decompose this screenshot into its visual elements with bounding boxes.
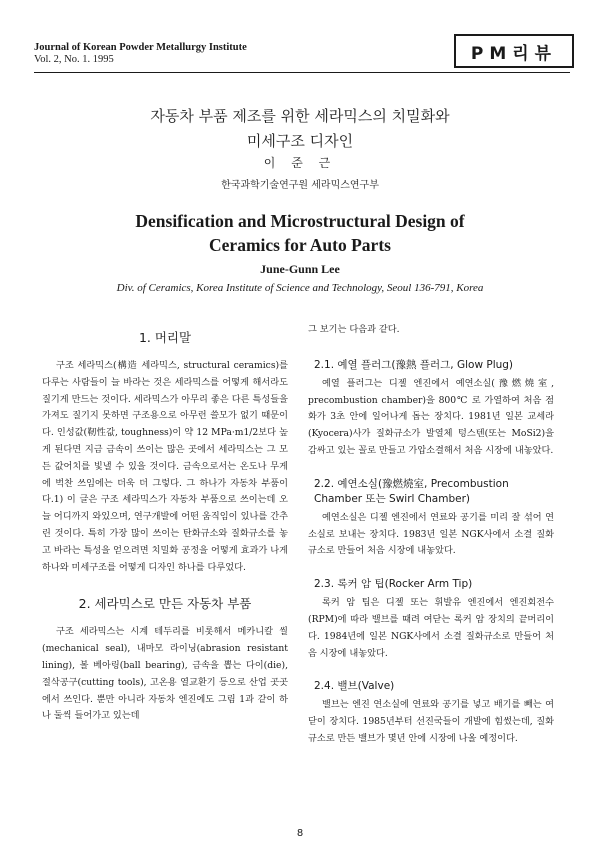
left-column bbox=[42, 322, 288, 725]
english-title-line1: Densification and Microstructural Design of bbox=[135, 211, 465, 231]
journal-name: Journal of Korean Powder Metallurgy Institute bbox=[34, 42, 247, 53]
subsection-2-2-paragraph: 예연소실은 디젤 엔진에서 연료와 공기를 미리 잘 섞어 연소실로 보내는 장치다. 1983년 일본 NGK사에서 소결 질화규소로 만들어 처음 시장에 내놓았다. bbox=[308, 511, 554, 557]
subsection-2-2-heading: 2.2. 예연소실(豫燃燒室, Precombustion Chamber 또는 Swirl Chamber) bbox=[314, 477, 509, 505]
right-column bbox=[308, 322, 554, 748]
korean-title-line1: 자동차 부품 제조를 위한 세라믹스의 치밀화와 bbox=[150, 107, 450, 125]
subsection-2-4-heading: 2.4. 밸브(Valve) bbox=[314, 680, 395, 693]
english-author: June-Gunn Lee bbox=[260, 262, 340, 276]
right-intro: 그 보기는 다음과 같다. bbox=[308, 324, 400, 335]
korean-author: 이 준 근 bbox=[263, 156, 337, 170]
english-title-line2: Ceramics for Auto Parts bbox=[209, 235, 391, 255]
section-2-paragraph: 구조 세라믹스는 시계 테두리를 비롯해서 메카니칼 씰(mechanical seal), 내마모 라이닝(abrasion resistant lining), 볼 베아링(ball bearing), 금속을 뽑는 다이(die), 절삭공구(cutting tools), 고온용 열교환기 등으로 산업 곳곳에서 쓰인다. 뿐만 아니라 자동차 엔진에도 그림 1과 같이 하나 둘씩 들어가고 있는데 bbox=[42, 626, 288, 722]
subsection-2-3-paragraph: 록커 암 팁은 디젤 또는 휘발유 엔진에서 엔진회전수(RPM)에 따라 밸브를 때려 여닫는 록커 암 장치의 끝머리이다. 1984년에 일본 NGK사에서 소결 질화규소로 만들어 처음 시장에 내놓았다. bbox=[308, 597, 554, 659]
section-2-heading: 2. 세라믹스로 만든 자동차 부품 bbox=[78, 596, 252, 612]
page-number: 8 bbox=[296, 828, 304, 839]
korean-title bbox=[0, 104, 600, 154]
section-1-paragraph: 구조 세라믹스(構造 세라믹스, structural ceramics)를 다루는 사람들이 늘 바라는 것은 세라믹스를 어떻게 해서라도 질기게 만드는 것이다. 세라믹스가 아무리 좋은 다른 특성들을 가져도 질기지 못하면 구조용으로 아무런 쓸모가 없기 때문이다. 인성값(靭性값, toughness)이 약 12 MPa·m1/2보다 높게 된다면 지금 금속이 쓰이는 많은 곳에서 세라믹스는 그 모든 값어치를 빛낼 수 있을 것이다. 금속으로서는 온도나 무게에 벅찬 쓰임에는 더욱 더 그렇다. 그 하나가 자동차 부품이다.1) 이 글은 구조 세라믹스가 자동차 부품으로 쓰이는데 오늘 어디까지 와있으며, 연구개발에 어떤 움직임이 있나를 간추린 것이다. 특히 가장 많이 쓰이는 탄화규소와 질화규소를 놓고 바라는 특성을 얻으려면 치밀화 공정을 어떻게 효과가 나게 하나와 미세구조를 어떻게 디자인 하나를 다루었다. bbox=[42, 360, 288, 573]
journal-volume: Vol. 2, No. 1. 1995 bbox=[34, 54, 114, 65]
english-title bbox=[0, 209, 600, 257]
section-1-heading: 1. 머리말 bbox=[138, 330, 192, 345]
subsection-2-4-paragraph: 밸브는 엔진 연소실에 연료와 공기를 넣고 배기를 빼는 여닫이 장치다. 1985년부터 선진국들이 개발에 힘썼는데, 질화규소로 만든 밸브가 몇년 안에 시장에 나올 예정이다. bbox=[308, 699, 554, 744]
subsection-2-1-paragraph: 예열 플러그는 디젤 엔진에서 예연소실(豫燃燒室, precombustion chamber)을 800℃ 로 가열하여 처음 점화가 3초 안에 일어나게 돕는 장치다. 1981년 일본 교세라(Kyocera)사가 질화규소가 발열체 텅스텐(또는 MoSi2)을 감싸고 있는 꼴로 만들고 가압소결해서 처음 시장에 내놓았다. bbox=[308, 377, 554, 456]
subsection-2-3-heading: 2.3. 록커 암 팁(Rocker Arm Tip) bbox=[314, 578, 473, 591]
korean-title-line2: 미세구조 디자인 bbox=[246, 132, 354, 150]
section-badge: PM리뷰 bbox=[454, 34, 574, 68]
korean-affiliation: 한국과학기술연구원 세라믹스연구부 bbox=[221, 180, 379, 191]
journal-header bbox=[34, 42, 247, 66]
header-divider bbox=[34, 72, 570, 73]
english-affiliation: Div. of Ceramics, Korea Institute of Science and Technology, Seoul 136-791, Korea bbox=[116, 282, 484, 294]
subsection-2-1-heading: 2.1. 예열 플러그(豫熱 플러그, Glow Plug) bbox=[314, 358, 514, 371]
